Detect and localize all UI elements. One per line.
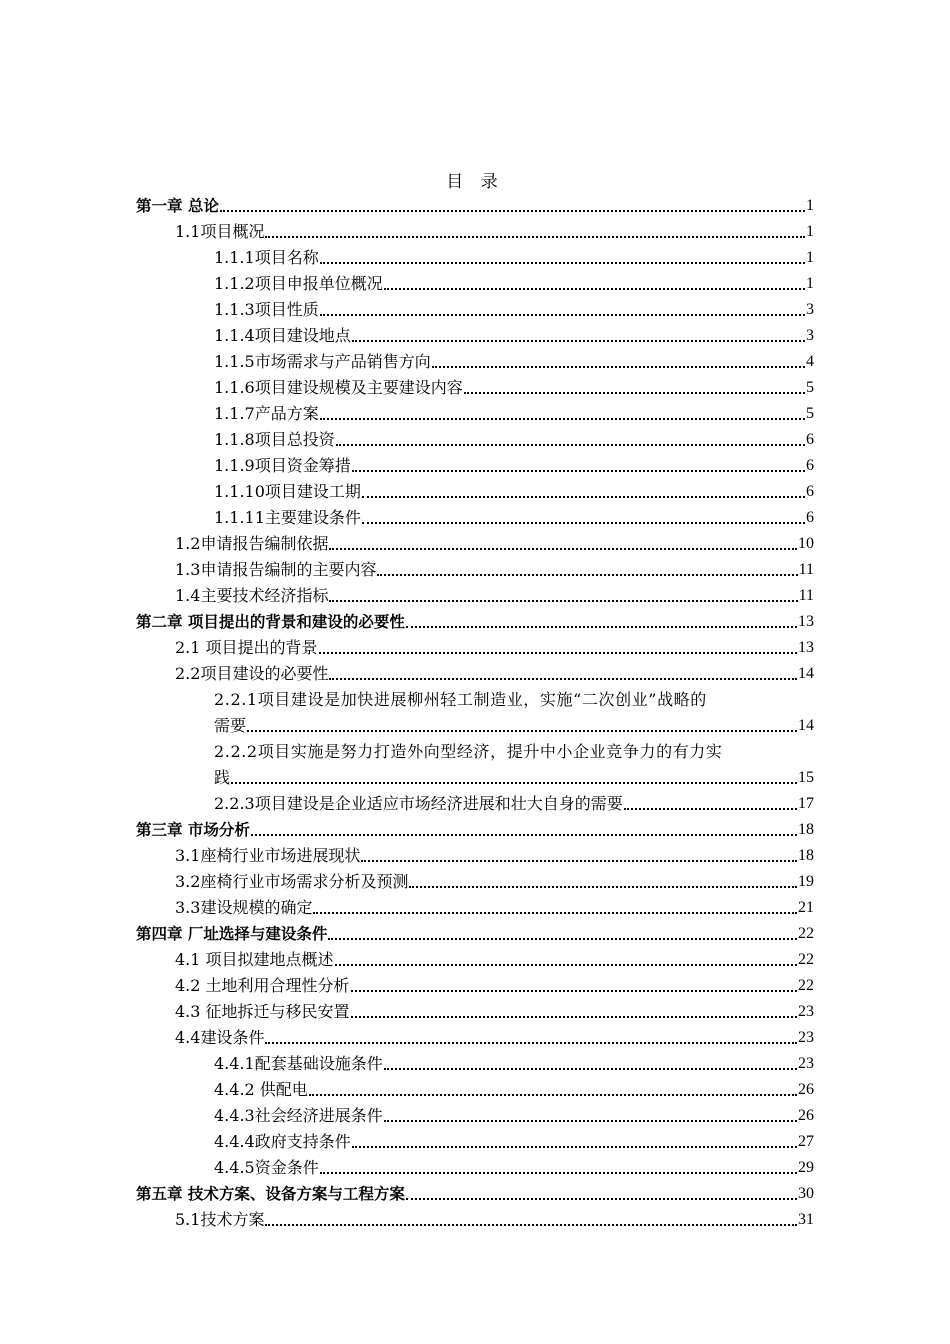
toc-page-number: 26 (798, 1081, 814, 1098)
toc-entry-3-2[interactable] (175, 868, 814, 892)
leader-dots (377, 562, 797, 576)
toc-entry-1-4[interactable] (175, 582, 814, 606)
toc-entry-1-3[interactable] (175, 556, 814, 580)
leader-dots (265, 224, 805, 238)
leader-dots (384, 276, 805, 290)
toc-page-number: 13 (798, 639, 814, 656)
toc-page-number: 22 (798, 977, 814, 994)
leader-dots (432, 354, 805, 368)
toc-entry-text: 4.4.3社会经济进展条件 (214, 1106, 383, 1125)
leader-dots (329, 588, 797, 602)
toc-entry-text: 1.1.8项目总投资 (214, 430, 335, 449)
toc-entry-text: 2.2.2项目实施是努力打造外向型经济，提升中小企业竞争力的有力实 (214, 742, 723, 761)
toc-entry-text: 5.1技术方案 (175, 1210, 265, 1229)
leader-dots (352, 328, 805, 342)
leader-dots (320, 406, 805, 420)
toc-entry-chapter-3[interactable] (136, 816, 814, 840)
toc-page-number: 27 (798, 1133, 814, 1150)
toc-entry-text: 4.4.5资金条件 (214, 1158, 319, 1177)
leader-dots (362, 510, 805, 524)
leader-dots (320, 250, 805, 264)
toc-page-number: 1 (806, 249, 814, 266)
toc-page-number: 23 (798, 1029, 814, 1046)
toc-entry-1-1-6[interactable] (214, 374, 814, 398)
leader-dots (406, 614, 797, 628)
leader-dots (309, 1082, 797, 1096)
toc-entry-text: 践 (214, 768, 231, 787)
toc-page-number: 6 (806, 509, 814, 526)
toc-entry-text: 4.4.1配套基础设施条件 (214, 1054, 383, 1073)
toc-entry-1-1-10[interactable] (214, 478, 814, 502)
toc-page-number: 15 (798, 769, 814, 786)
toc-page-number: 6 (806, 483, 814, 500)
toc-entry-5-1[interactable] (175, 1206, 814, 1230)
toc-entry-chapter-5[interactable] (136, 1180, 814, 1204)
leader-dots (362, 484, 805, 498)
leader-dots (351, 978, 797, 992)
toc-entry-text: 第四章 厂址选择与建设条件 (136, 925, 328, 943)
toc-page-number: 1 (806, 275, 814, 292)
leader-dots (319, 640, 797, 654)
toc-entry-1-1-2[interactable] (214, 270, 814, 294)
leader-dots (406, 1186, 797, 1200)
toc-entry-text: 4.2 土地利用合理性分析 (175, 976, 350, 995)
toc-entry-text: 4.3 征地拆迁与移民安置 (175, 1002, 350, 1021)
toc-entry-text: 第五章 技术方案、设备方案与工程方案 (136, 1185, 405, 1203)
toc-page-number: 23 (798, 1003, 814, 1020)
toc-entry-2-2-2[interactable] (214, 764, 814, 788)
leader-dots (265, 1212, 797, 1226)
toc-entry-chapter-4[interactable] (136, 920, 814, 944)
toc-entry-text: 1.1.3项目性质 (214, 300, 319, 319)
toc-entry-4-4-4[interactable] (214, 1128, 814, 1152)
toc-page-number: 1 (806, 197, 814, 214)
toc-entry-text: 1.1.2项目申报单位概况 (214, 274, 383, 293)
leader-dots (320, 1160, 797, 1174)
leader-dots (328, 926, 797, 940)
toc-entry-text: 1.1.1项目名称 (214, 248, 319, 267)
leader-dots (384, 1108, 797, 1122)
toc-entry-4-4-1[interactable] (214, 1050, 814, 1074)
toc-page-number: 6 (806, 431, 814, 448)
toc-entry-text: 1.1.9项目资金筹措 (214, 456, 351, 475)
leader-dots (464, 380, 805, 394)
toc-page-number: 11 (798, 561, 814, 578)
leader-dots (384, 1056, 797, 1070)
toc-page-number: 23 (798, 1055, 814, 1072)
toc-page-number: 18 (798, 847, 814, 864)
leader-dots (351, 1004, 797, 1018)
toc-entry-1-2[interactable] (175, 530, 814, 554)
leader-dots (335, 952, 797, 966)
toc-page-number: 5 (806, 379, 814, 396)
toc-page-number: 18 (798, 821, 814, 838)
leader-dots (247, 718, 797, 732)
leader-dots (361, 848, 797, 862)
toc-entry-text: 3.2座椅行业市场需求分析及预测 (175, 872, 409, 891)
toc-entry-text: 4.1 项目拟建地点概述 (175, 950, 334, 969)
toc-page-number: 6 (806, 457, 814, 474)
toc-page-number: 3 (806, 301, 814, 318)
toc-page-number: 21 (798, 899, 814, 916)
leader-dots (624, 796, 797, 810)
leader-dots (329, 536, 797, 550)
toc-entry-text: 第一章 总论 (136, 197, 219, 215)
toc-page-number: 19 (798, 873, 814, 890)
leader-dots (409, 874, 797, 888)
toc-entry-text: 第二章 项目提出的背景和建设的必要性 (136, 613, 405, 631)
toc-page-number: 10 (798, 535, 814, 552)
toc-page-number: 5 (806, 405, 814, 422)
toc-page-number: 30 (798, 1185, 814, 1202)
toc-entry-1-1-5[interactable] (214, 348, 814, 372)
toc-entry-text: 2.2.1项目建设是加快进展柳州轻工制造业，实施“二次创业”战略的 (214, 690, 707, 709)
toc-entry-text: 1.3申请报告编制的主要内容 (175, 560, 377, 579)
toc-entry-4-3[interactable] (175, 998, 814, 1022)
leader-dots (251, 822, 797, 836)
toc-entry-chapter-1[interactable] (136, 192, 814, 216)
leader-dots (265, 1030, 797, 1044)
toc-entry-4-4-5[interactable] (214, 1154, 814, 1178)
toc-entry-1-1-4[interactable] (214, 322, 814, 346)
toc-entry-text: 2.2.3项目建设是企业适应市场经济进展和壮大自身的需要 (214, 794, 623, 813)
toc-page-number: 1 (806, 223, 814, 240)
toc-entry-text: 1.1.11主要建设条件 (214, 508, 361, 527)
toc-page-number: 22 (798, 951, 814, 968)
toc-entry-text: 4.4.4政府支持条件 (214, 1132, 351, 1151)
toc-entry-text: 2.1 项目提出的背景 (175, 638, 318, 657)
toc-entry-text: 第三章 市场分析 (136, 821, 250, 839)
toc-entry-text: 4.4建设条件 (175, 1028, 265, 1047)
toc-entry-1-1-9[interactable] (214, 452, 814, 476)
toc-entry-1-1-3[interactable] (214, 296, 814, 320)
toc-entry-4-1[interactable] (175, 946, 814, 970)
toc-entry-2-2[interactable] (175, 660, 814, 684)
leader-dots (231, 770, 797, 784)
toc-entry-4-4-3[interactable] (214, 1102, 814, 1126)
toc-title: 目 录 (446, 172, 504, 192)
toc-page-number: 29 (798, 1159, 814, 1176)
toc-page-number: 11 (798, 587, 814, 604)
toc-entry-text: 1.4主要技术经济指标 (175, 586, 329, 605)
toc-page-number: 14 (798, 717, 814, 734)
leader-dots (220, 198, 805, 212)
toc-entry-text: 3.1座椅行业市场进展现状 (175, 846, 361, 865)
toc-entry-3-3[interactable] (175, 894, 814, 918)
toc-entry-text: 3.3建设规模的确定 (175, 898, 313, 917)
toc-entry-text: 1.1项目概况 (175, 222, 265, 241)
toc-entry-1-1[interactable] (175, 218, 814, 242)
toc-page-number: 26 (798, 1107, 814, 1124)
toc-entry-text: 1.1.10项目建设工期 (214, 482, 361, 501)
toc-entry-text: 1.1.7产品方案 (214, 404, 319, 423)
toc-page-number: 13 (798, 613, 814, 630)
toc-page-number: 4 (806, 353, 814, 370)
toc-entry-1-1-11[interactable] (214, 504, 814, 528)
toc-entry-text: 1.2申请报告编制依据 (175, 534, 329, 553)
toc-page-number: 14 (798, 665, 814, 682)
toc-entry-3-1[interactable] (175, 842, 814, 866)
toc-entry-2-2-1[interactable] (214, 712, 814, 736)
toc-page-number: 22 (798, 925, 814, 942)
toc-entry-text: 4.4.2 供配电 (214, 1080, 308, 1099)
toc-entry-1-1-7[interactable] (214, 400, 814, 424)
toc-entry-text: 1.1.5市场需求与产品销售方向 (214, 352, 431, 371)
toc-entry-2-2-1-line1[interactable] (214, 686, 814, 710)
toc-entry-1-1-1[interactable] (214, 244, 814, 268)
leader-dots (352, 458, 805, 472)
leader-dots (320, 302, 805, 316)
leader-dots (336, 432, 805, 446)
toc-entry-2-2-2-line1[interactable] (214, 738, 814, 762)
leader-dots (329, 666, 797, 680)
toc-entry-2-1[interactable] (175, 634, 814, 658)
toc-entry-text: 1.1.6项目建设规模及主要建设内容 (214, 378, 463, 397)
toc-entry-text: 1.1.4项目建设地点 (214, 326, 351, 345)
leader-dots (313, 900, 797, 914)
toc-page-number: 17 (798, 795, 814, 812)
toc-page-number: 3 (806, 327, 814, 344)
toc-entry-2-2-3[interactable] (214, 790, 814, 814)
leader-dots (352, 1134, 797, 1148)
toc-entry-4-4-2[interactable] (214, 1076, 814, 1100)
toc-entry-text: 2.2项目建设的必要性 (175, 664, 329, 683)
toc-entry-1-1-8[interactable] (214, 426, 814, 450)
toc-entry-4-4[interactable] (175, 1024, 814, 1048)
toc-page-number: 31 (798, 1211, 814, 1228)
toc-entry-4-2[interactable] (175, 972, 814, 996)
toc-entry-text: 需要 (214, 716, 247, 735)
toc-entry-chapter-2[interactable] (136, 608, 814, 632)
